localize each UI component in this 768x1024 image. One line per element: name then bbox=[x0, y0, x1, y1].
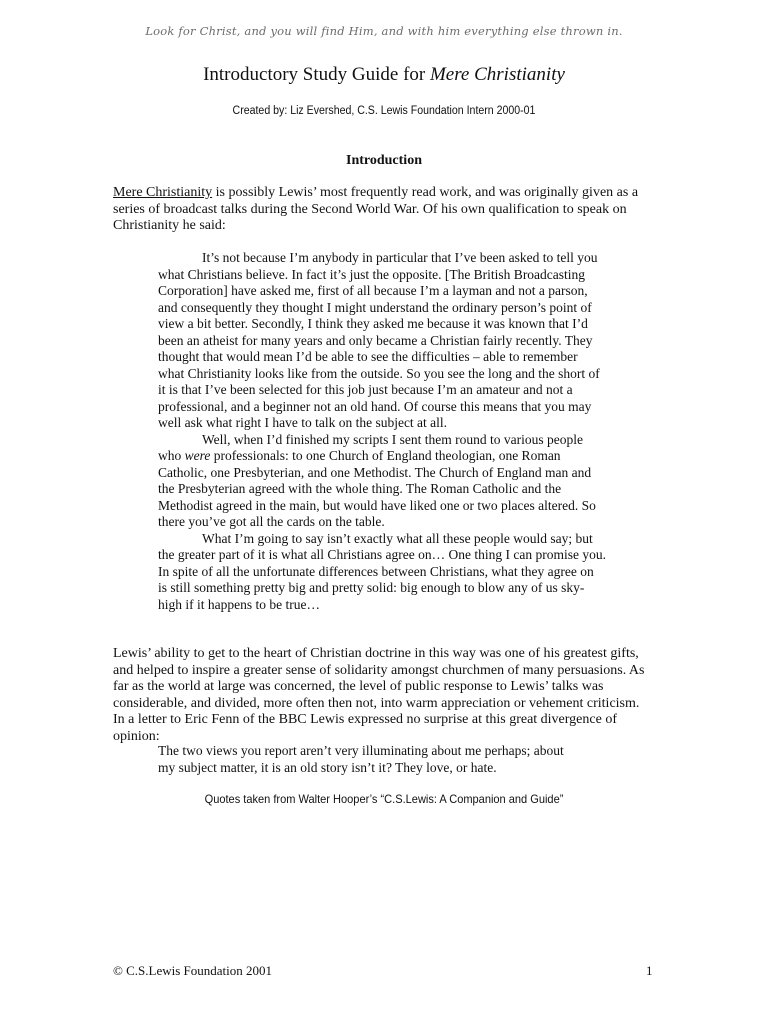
block-quote-lewis bbox=[158, 250, 606, 613]
epigraph: Look for Christ, and you will find Him, and with him everything else thrown in. bbox=[145, 24, 623, 38]
title-prefix: Introductory Study Guide for bbox=[203, 64, 430, 85]
intro-paragraph-text: is possibly Lewis’ most frequently read work, and was originally given as a series of broadcast talks during the Second World War. Of his own qualification to speak on Christianity he said: bbox=[113, 185, 639, 233]
title-book: Mere Christianity bbox=[429, 64, 565, 85]
footer-copyright: © C.S.Lewis Foundation 2001 bbox=[113, 963, 273, 978]
quote-paragraph-1: It’s not because I’m anybody in particular that I’ve been asked to tell you what Christians believe. In fact it’s just the opposite. [The British Broadcasting Corporation] have asked me, first of all because I’m a layman and not a parson, and consequently they thought I might understand the ordinary person’s point of view a bit better. Secondly, I think they asked me because it was known that I’d been an atheist for many years and only became a Christian fairly recently. They thought that would mean I’d be able to see the difficulties – able to remember what Christianity looks like from the outside. So you see the long and the short of it is that I’ve been selected for this job just because I’m an amateur and not a professional, and a beginner not an old hand. Of course this means that you may well ask what right I have to talk on the subject at all. bbox=[158, 250, 600, 430]
block-quote-letter bbox=[158, 743, 578, 776]
section-heading: Introduction bbox=[346, 153, 422, 168]
letter-quote-text: The two views you report aren’t very illuminating about me perhaps; about my subject matter, it is an old story isn’t it? They love, or hate. bbox=[158, 743, 564, 775]
body-paragraph: Lewis’ ability to get to the heart of Christian doctrine in this way was one of his greatest gifts, and helped to inspire a greater sense of solidarity amongst churchmen of many persuasions. As far as the world at large was concerned, the level of public response to Lewis’ talks was considerable, and divided, more often then not, into warm appreciation or vehement criticism. In a letter to Eric Fenn of the BBC Lewis expressed no surprise at this great divergence of opinion: bbox=[113, 646, 645, 744]
quote-paragraph-2-start: Well, when I’d finished my scripts I sent them round to various people who bbox=[158, 431, 583, 463]
intro-paragraph bbox=[113, 185, 653, 235]
book-reference: Mere Christianity bbox=[113, 185, 213, 200]
quote-paragraph-3: What I’m going to say isn’t exactly what all these people would say; but the greater part of it is what all Christians agree on… One thing I can promise you. In spite of all the unfortunate differences between Christians, what they agree on is still something pretty big and pretty solid: big enough to blow any of us sky-high if it happens to be true… bbox=[158, 530, 606, 612]
quote-emphasis: were bbox=[184, 448, 211, 463]
source-note: Quotes taken from Walter Hooper’s “C.S.Lewis: A Companion and Guide” bbox=[204, 792, 564, 806]
quote-paragraph-2-end: professionals: to one Church of England theologian, one Roman Catholic, one Presbyterian, and one Methodist. The Church of England man and the Presbyterian agreed with the whole thing. The Roman Catholic and the Methodist agreed in the main, but would have liked one or two places altered. So there you’ve got all the cards on the table. bbox=[158, 448, 596, 529]
page-title bbox=[0, 64, 768, 86]
page-number: 1 bbox=[646, 963, 653, 978]
author-credit: Created by: Liz Evershed, C.S. Lewis Foundation Intern 2000-01 bbox=[232, 105, 536, 117]
quote-paragraph-2 bbox=[158, 432, 606, 531]
